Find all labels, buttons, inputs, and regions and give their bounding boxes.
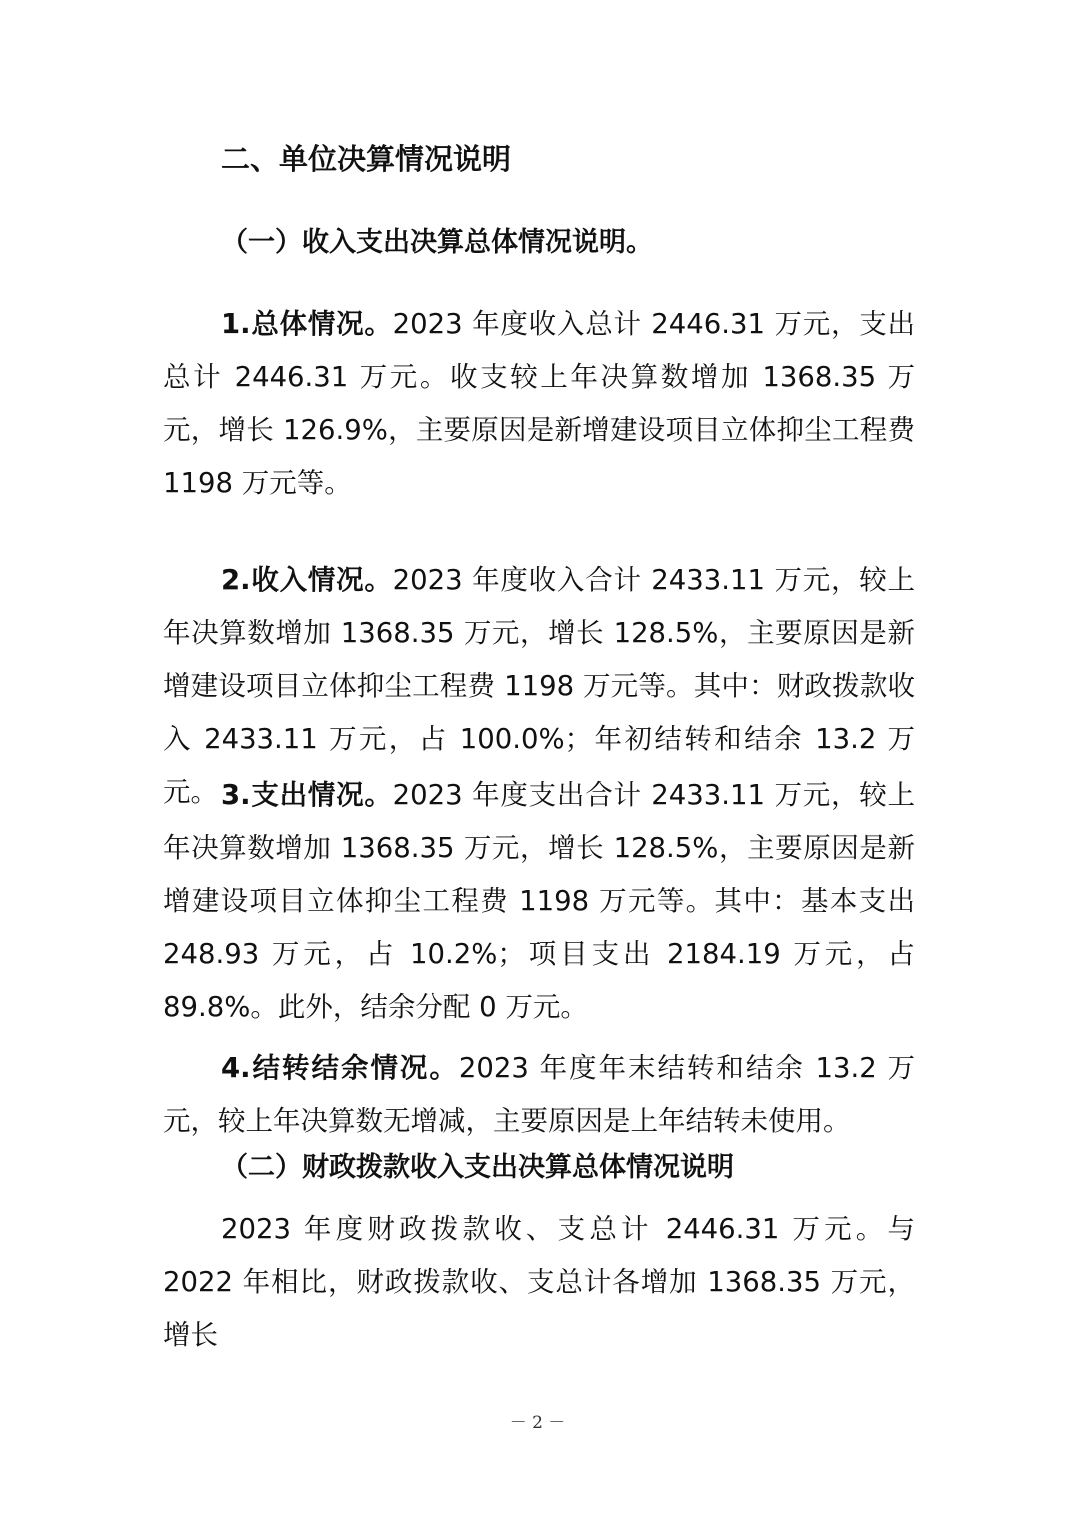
paragraph-expenditure xyxy=(163,769,915,1034)
section-title: 二、单位决算情况说明 xyxy=(221,142,512,176)
paragraph-carryover xyxy=(163,1042,915,1148)
paragraph-overall xyxy=(163,298,915,510)
paragraph-body: 2023 年度收入总计 2446.31 万元，支出总计 2446.31 万元。收支较上年决算数增加 1368.35 万元，增长 126.9%，主要原因是新增建设项目立体抑尘工程费 1198 万元等。 xyxy=(163,308,915,499)
paragraph-body: 2023 年度年末结转和结余 13.2 万元，较上年决算数无增减，主要原因是上年结转未使用。 xyxy=(163,1052,915,1137)
paragraph-lead: 2.收入情况。 xyxy=(221,564,393,596)
paragraph-fiscal-overview: 2023 年度财政拨款收、支总计 2446.31 万元。与 2022 年相比，财政拨款收、支总计各增加 1368.35 万元，增长 xyxy=(163,1213,915,1351)
paragraph-lead: 3.支出情况。 xyxy=(221,779,393,811)
page-number: － 2 － xyxy=(509,1413,566,1433)
paragraph-body: 2023 年度收入合计 2433.11 万元，较上年决算数增加 1368.35 万元，增长 128.5%，主要原因是新增建设项目立体抑尘工程费 1198 万元等。其中：财政拨款收入 2433.11 万元，占 100.0%；年初结转和结余 13.2 万元。 xyxy=(163,564,915,808)
paragraph-lead: 4.结转结余情况。 xyxy=(221,1052,459,1084)
paragraph-lead: 1.总体情况。 xyxy=(221,308,393,340)
subsection-title-1: （一）收入支出决算总体情况说明。 xyxy=(221,227,653,258)
subsection-title-2: （二）财政拨款收入支出决算总体情况说明 xyxy=(221,1152,734,1183)
paragraph-body: 2023 年度支出合计 2433.11 万元，较上年决算数增加 1368.35 万元，增长 128.5%，主要原因是新增建设项目立体抑尘工程费 1198 万元等。其中：基本支出 248.93 万元，占 10.2%；项目支出 2184.19 万元，占 89.8%。此外，结余分配 0 万元。 xyxy=(163,779,915,1023)
